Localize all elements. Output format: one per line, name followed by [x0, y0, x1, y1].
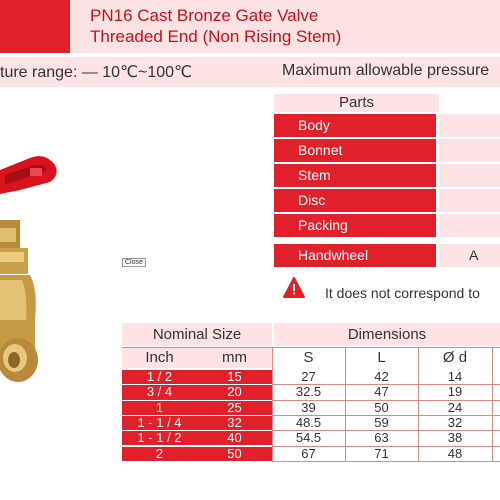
- dimension-cell: 54.5: [272, 431, 345, 445]
- column-divider: [492, 348, 493, 462]
- parts-row: [274, 114, 500, 137]
- dimension-cell: 32: [418, 416, 492, 430]
- nominal-size-cell: 32: [197, 416, 272, 430]
- column-divider: [418, 348, 419, 462]
- row-divider: [272, 461, 500, 462]
- part-name: Body: [274, 114, 436, 137]
- column-header: Inch: [122, 348, 197, 368]
- nominal-size-cell: 15: [197, 370, 272, 384]
- part-material: A: [439, 244, 500, 267]
- dimension-cell: 42: [345, 370, 418, 384]
- nominal-size-cell: 20: [197, 385, 272, 399]
- parts-table-header: [274, 94, 500, 112]
- dimension-cell: 47: [345, 385, 418, 399]
- gate-valve-image: [0, 120, 65, 460]
- nominal-size-cell: 50: [197, 447, 272, 461]
- parts-row: [274, 164, 500, 187]
- parts-row: [274, 139, 500, 162]
- parts-row: [274, 244, 500, 267]
- column-divider: [272, 348, 273, 462]
- part-material: [439, 189, 500, 212]
- dimension-cell: 19: [418, 385, 492, 399]
- dimension-cell: 59: [345, 416, 418, 430]
- dimension-cell: 71: [345, 447, 418, 461]
- column-header: S: [272, 348, 345, 368]
- dimension-cell: 27: [272, 370, 345, 384]
- parts-row: [274, 189, 500, 212]
- column-header: Ø d: [418, 348, 492, 368]
- warning-text: It does not correspond to: [325, 285, 480, 301]
- nominal-size-cell: 1 - 1 / 4: [122, 416, 197, 430]
- nominal-size-cell: 2: [122, 447, 197, 461]
- warning-icon: [283, 277, 305, 299]
- dimension-cell: 50: [345, 401, 418, 415]
- max-pressure-label: Maximum allowable pressure: [282, 62, 490, 79]
- temperature-range: ture range: — 10℃~100℃: [0, 64, 193, 81]
- part-name: Disc: [274, 189, 436, 212]
- dimension-cell: 24: [418, 401, 492, 415]
- nominal-size-cell: 1 / 2: [122, 370, 197, 384]
- dimensions-header: Dimensions: [274, 323, 500, 346]
- dimension-cell: 14: [418, 370, 492, 384]
- dimension-cell: 48: [418, 447, 492, 461]
- column-divider: [345, 348, 346, 462]
- product-title: PN16 Cast Bronze Gate Valve: [90, 6, 319, 25]
- nominal-size-cell: 3 / 4: [122, 385, 197, 399]
- column-header: L: [345, 348, 418, 368]
- part-material: [439, 114, 500, 137]
- parts-header-cell: Parts: [274, 94, 439, 112]
- part-material: [439, 214, 500, 237]
- dimension-cell: 67: [272, 447, 345, 461]
- part-name: Packing: [274, 214, 436, 237]
- title-accent-block: [0, 0, 70, 53]
- nominal-size-cell: 25: [197, 401, 272, 415]
- part-name: Handwheel: [274, 244, 436, 267]
- part-material: [439, 139, 500, 162]
- part-name: Stem: [274, 164, 436, 187]
- nominal-size-cell: 1 - 1 / 2: [122, 431, 197, 445]
- dimension-cell: 48.5: [272, 416, 345, 430]
- parts-row: [274, 214, 500, 237]
- dimension-cell: 38: [418, 431, 492, 445]
- product-subtitle: Threaded End (Non Rising Stem): [90, 27, 342, 46]
- nominal-size-cell: 1: [122, 401, 197, 415]
- part-name: Bonnet: [274, 139, 436, 162]
- dimension-cell: 32.5: [272, 385, 345, 399]
- dimension-cell: 39: [272, 401, 345, 415]
- header-divider: [122, 347, 500, 348]
- close-label: Close: [122, 258, 146, 267]
- nominal-size-cell: 40: [197, 431, 272, 445]
- column-header: mm: [197, 348, 272, 368]
- dimension-cell: 63: [345, 431, 418, 445]
- nominal-size-header: Nominal Size: [122, 323, 272, 346]
- part-material: [439, 164, 500, 187]
